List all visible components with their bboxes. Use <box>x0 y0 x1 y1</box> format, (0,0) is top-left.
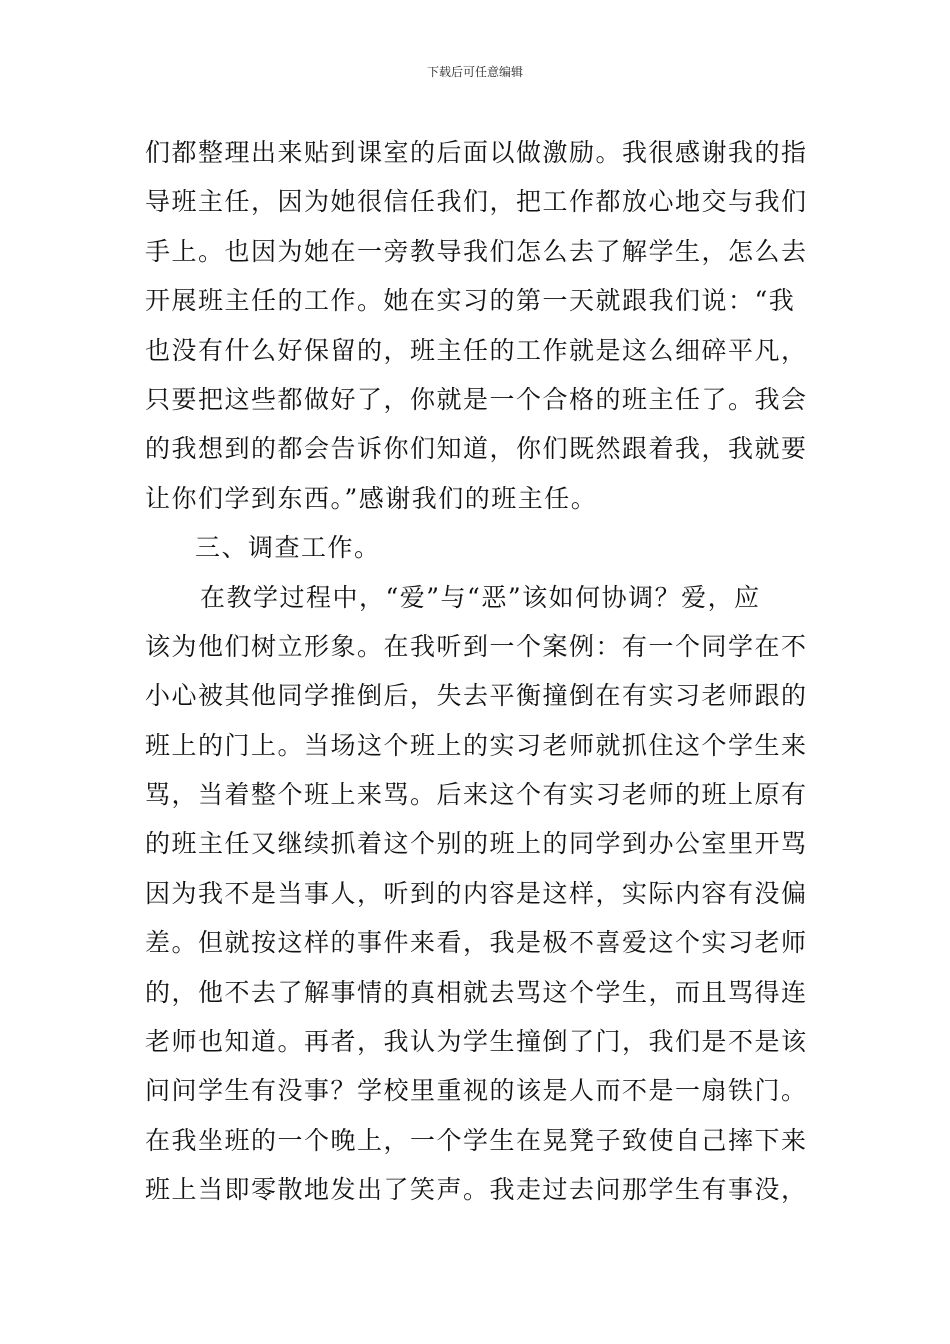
text-line: 也没有什么好保留的，班主任的工作就是这么细碎平凡， <box>145 335 808 365</box>
text-line: 因为我不是当事人，听到的内容是这样，实际内容有没偏 <box>145 878 808 908</box>
text-line: 们都整理出来贴到课室的后面以做激励。我很感谢我的指 <box>145 138 808 167</box>
text-line: 班上的门上。当场这个班上的实习老师就抓住这个学生来 <box>145 730 808 760</box>
text-line: 手上。也因为她在一旁教导我们怎么去了解学生，怎么去 <box>145 236 808 266</box>
section-heading: 三、调查工作。 <box>195 533 381 563</box>
text-line: 在我坐班的一个晚上，一个学生在晃凳子致使自己摔下来 <box>145 1125 808 1155</box>
text-line: 的，他不去了解事情的真相就去骂这个学生，而且骂得连 <box>145 977 808 1007</box>
text-line: 导班主任，因为她很信任我们，把工作都放心地交与我们 <box>145 187 808 217</box>
text-line: 的我想到的都会告诉你们知道，你们既然跟着我，我就要 <box>145 434 808 464</box>
text-line: 该为他们树立形象。在我听到一个案例：有一个同学在不 <box>145 631 808 661</box>
text-line: 老师也知道。再者，我认为学生撞倒了门，我们是不是该 <box>145 1027 808 1057</box>
text-line: 只要把这些都做好了，你就是一个合格的班主任了。我会 <box>145 384 808 414</box>
text-line: 问问学生有没事？学校里重视的该是人而不是一扇铁门。 <box>145 1076 808 1106</box>
text-line: 班上当即零散地发出了笑声。我走过去问那学生有事没， <box>145 1175 808 1205</box>
text-line: 开展班主任的工作。她在实习的第一天就跟我们说：“我 <box>145 286 796 316</box>
text-line: 骂，当着整个班上来骂。后来这个有实习老师的班上原有 <box>145 780 808 810</box>
text-line: 小心被其他同学推倒后，失去平衡撞倒在有实习老师跟的 <box>145 681 808 711</box>
document-body <box>145 128 810 1215</box>
text-line: 让你们学到东西。”感谢我们的班主任。 <box>145 483 598 513</box>
page-header: 下载后可任意编辑 <box>426 65 523 79</box>
text-line: 在教学过程中，“爱”与“恶”该如何协调？爱，应 <box>200 582 761 612</box>
text-line: 差。但就按这样的事件来看，我是极不喜爱这个实习老师 <box>145 928 808 958</box>
text-line: 的班主任又继续抓着这个别的班上的同学到办公室里开骂 <box>145 829 808 859</box>
